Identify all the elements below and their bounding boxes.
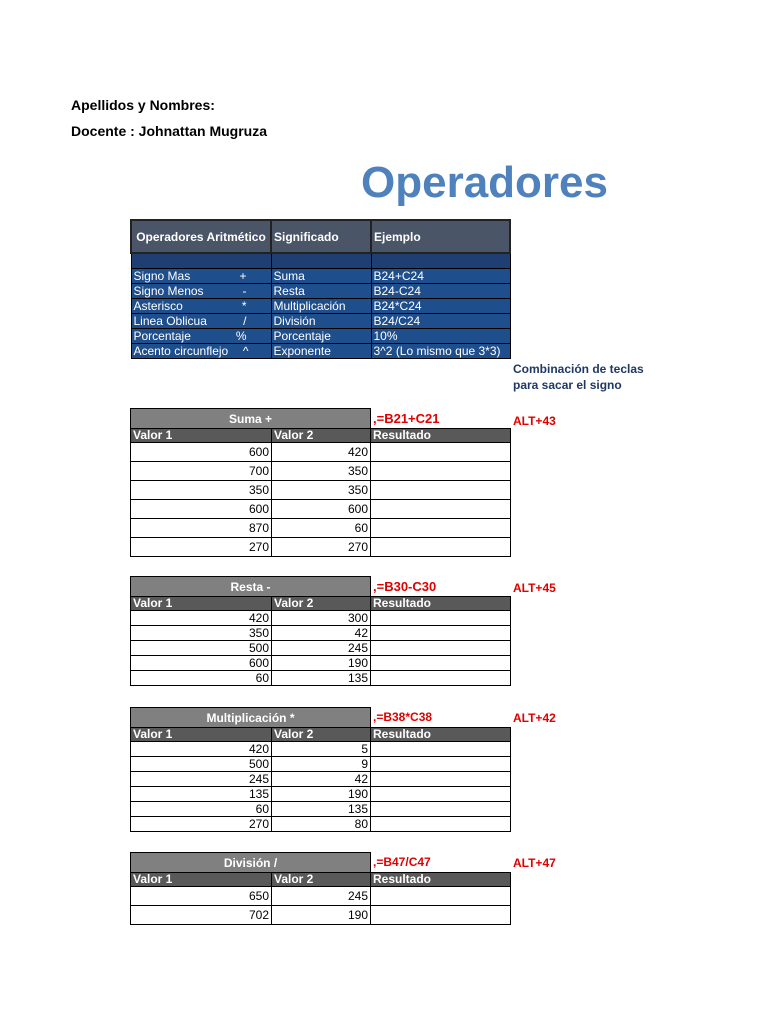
result-cell[interactable] [371, 742, 511, 757]
shortcut-note-line2: para sacar el signo [513, 378, 622, 392]
value2-cell[interactable]: 60 [272, 519, 371, 538]
operator-name: Signo Mas [133, 269, 191, 283]
result-cell[interactable] [371, 817, 511, 832]
divide-table-title: División / [131, 853, 371, 873]
table-row [131, 519, 511, 538]
operator-symbol: * [241, 299, 247, 313]
names-label: Apellidos y Nombres: [71, 97, 215, 113]
result-cell[interactable] [371, 787, 511, 802]
result-header: Resultado [371, 597, 511, 611]
result-cell[interactable] [371, 887, 511, 906]
result-cell[interactable] [371, 611, 511, 626]
value1-header: Valor 1 [131, 597, 272, 611]
value1-cell[interactable]: 600 [131, 656, 272, 671]
result-cell[interactable] [371, 500, 511, 519]
sum-shortcut: ALT+43 [513, 414, 556, 428]
value2-cell[interactable]: 190 [272, 656, 371, 671]
result-cell[interactable] [371, 462, 511, 481]
operator-example: B24-C24 [371, 284, 510, 299]
operator-symbol: + [239, 269, 247, 283]
value2-cell[interactable]: 42 [272, 626, 371, 641]
operator-meaning: Porcentaje [271, 329, 371, 344]
value2-cell[interactable]: 42 [272, 772, 371, 787]
operator-row [131, 269, 510, 284]
result-cell[interactable] [371, 757, 511, 772]
operator-name: Signo Menos [133, 284, 204, 298]
sum-formula: ,=B21+C21 [371, 409, 511, 429]
operator-meaning: Exponente [271, 344, 371, 359]
table-row [131, 772, 511, 787]
operators-table [130, 219, 511, 359]
value1-cell[interactable]: 702 [131, 906, 272, 925]
divide-shortcut: ALT+47 [513, 856, 556, 870]
value1-cell[interactable]: 650 [131, 887, 272, 906]
result-cell[interactable] [371, 538, 511, 557]
operator-example: 3^2 (Lo mismo que 3*3) [371, 344, 510, 359]
table-row [131, 500, 511, 519]
operator-example: B24/C24 [371, 314, 510, 329]
result-cell[interactable] [371, 626, 511, 641]
value2-cell[interactable]: 135 [272, 671, 371, 686]
table-row [131, 611, 511, 626]
value1-cell[interactable]: 700 [131, 462, 272, 481]
table-row [131, 641, 511, 656]
page-title: Operadores [361, 158, 608, 207]
table-row [131, 802, 511, 817]
operator-example: B24+C24 [371, 269, 510, 284]
value2-cell[interactable]: 270 [272, 538, 371, 557]
value1-header: Valor 1 [131, 728, 272, 742]
table-row [131, 906, 511, 925]
operator-row [131, 284, 510, 299]
multiply-formula: ,=B38*C38 [371, 708, 511, 728]
result-header: Resultado [371, 429, 511, 443]
operator-row [131, 344, 510, 359]
subtract-table [130, 576, 511, 686]
teacher-label: Docente : Johnattan Mugruza [71, 123, 268, 139]
result-header: Resultado [371, 873, 511, 887]
table-row [131, 481, 511, 500]
value2-cell[interactable]: 190 [272, 906, 371, 925]
table-row [131, 656, 511, 671]
multiply-table [130, 707, 511, 832]
table-row [131, 887, 511, 906]
result-cell[interactable] [371, 656, 511, 671]
operator-name: Acento circunflejo [133, 344, 229, 358]
operator-symbol: ^ [242, 344, 249, 358]
divide-table [130, 852, 511, 925]
value1-cell[interactable]: 420 [131, 611, 272, 626]
operators-col-header: Operadores Aritmético [131, 220, 271, 253]
value1-header: Valor 1 [131, 873, 272, 887]
value1-cell[interactable]: 60 [131, 671, 272, 686]
value2-cell[interactable]: 245 [272, 641, 371, 656]
table-row [131, 757, 511, 772]
value2-cell[interactable]: 5 [272, 742, 371, 757]
subtract-table-title: Resta - [131, 577, 371, 597]
operator-row [131, 299, 510, 314]
value2-cell[interactable]: 600 [272, 500, 371, 519]
value1-header: Valor 1 [131, 429, 272, 443]
operators-spacer-row [131, 253, 510, 269]
value2-header: Valor 2 [272, 429, 371, 443]
value2-header: Valor 2 [272, 873, 371, 887]
meaning-col-header: Significado [271, 220, 371, 253]
value1-cell[interactable]: 350 [131, 626, 272, 641]
operator-meaning: División [271, 314, 371, 329]
shortcut-note-line1: Combinación de teclas [513, 362, 644, 376]
shortcut-note [513, 361, 648, 393]
divide-formula: ,=B47/C47 [371, 853, 511, 873]
operator-row [131, 314, 510, 329]
operator-example: 10% [371, 329, 510, 344]
value2-header: Valor 2 [272, 597, 371, 611]
example-col-header: Ejemplo [371, 220, 510, 253]
operator-meaning: Suma [271, 269, 371, 284]
multiply-table-title: Multiplicación * [131, 708, 371, 728]
table-row [131, 671, 511, 686]
operator-meaning: Resta [271, 284, 371, 299]
value2-cell[interactable]: 300 [272, 611, 371, 626]
value1-cell[interactable]: 245 [131, 772, 272, 787]
operator-name: Linea Oblicua [133, 314, 207, 328]
value1-cell[interactable]: 600 [131, 500, 272, 519]
value2-cell[interactable]: 350 [272, 462, 371, 481]
multiply-shortcut: ALT+42 [513, 711, 556, 725]
value1-cell[interactable]: 600 [131, 443, 272, 462]
result-cell[interactable] [371, 443, 511, 462]
sum-table-title: Suma + [131, 409, 371, 429]
operator-example: B24*C24 [371, 299, 510, 314]
value2-cell[interactable]: 190 [272, 787, 371, 802]
result-cell[interactable] [371, 519, 511, 538]
operator-name: Asterisco [133, 299, 183, 313]
value1-cell[interactable]: 500 [131, 757, 272, 772]
table-row [131, 538, 511, 557]
result-cell[interactable] [371, 802, 511, 817]
operator-row [131, 329, 510, 344]
value2-cell[interactable]: 80 [272, 817, 371, 832]
subtract-formula: ,=B30-C30 [371, 577, 511, 597]
value2-cell[interactable]: 9 [272, 757, 371, 772]
value2-cell[interactable]: 350 [272, 481, 371, 500]
result-header: Resultado [371, 728, 511, 742]
value1-cell[interactable]: 500 [131, 641, 272, 656]
result-cell[interactable] [371, 906, 511, 925]
value1-cell[interactable]: 270 [131, 538, 272, 557]
operators-header-row [131, 220, 510, 253]
operator-meaning: Multiplicación [271, 299, 371, 314]
value1-cell[interactable]: 270 [131, 817, 272, 832]
operator-name: Porcentaje [133, 329, 191, 343]
value2-cell[interactable]: 135 [272, 802, 371, 817]
value1-cell[interactable]: 135 [131, 787, 272, 802]
table-row [131, 817, 511, 832]
table-row [131, 443, 511, 462]
operator-symbol: - [242, 284, 247, 298]
result-cell[interactable] [371, 671, 511, 686]
value1-cell[interactable]: 60 [131, 802, 272, 817]
result-cell[interactable] [371, 481, 511, 500]
subtract-shortcut: ALT+45 [513, 581, 556, 595]
result-cell[interactable] [371, 772, 511, 787]
sum-table [130, 408, 511, 557]
value2-cell[interactable]: 245 [272, 887, 371, 906]
table-row [131, 742, 511, 757]
value1-cell[interactable]: 350 [131, 481, 272, 500]
result-cell[interactable] [371, 641, 511, 656]
value2-header: Valor 2 [272, 728, 371, 742]
value1-cell[interactable]: 870 [131, 519, 272, 538]
table-row [131, 462, 511, 481]
value1-cell[interactable]: 420 [131, 742, 272, 757]
value2-cell[interactable]: 420 [272, 443, 371, 462]
operator-symbol: % [235, 329, 247, 343]
table-row [131, 787, 511, 802]
operator-symbol: / [243, 314, 247, 328]
table-row [131, 626, 511, 641]
